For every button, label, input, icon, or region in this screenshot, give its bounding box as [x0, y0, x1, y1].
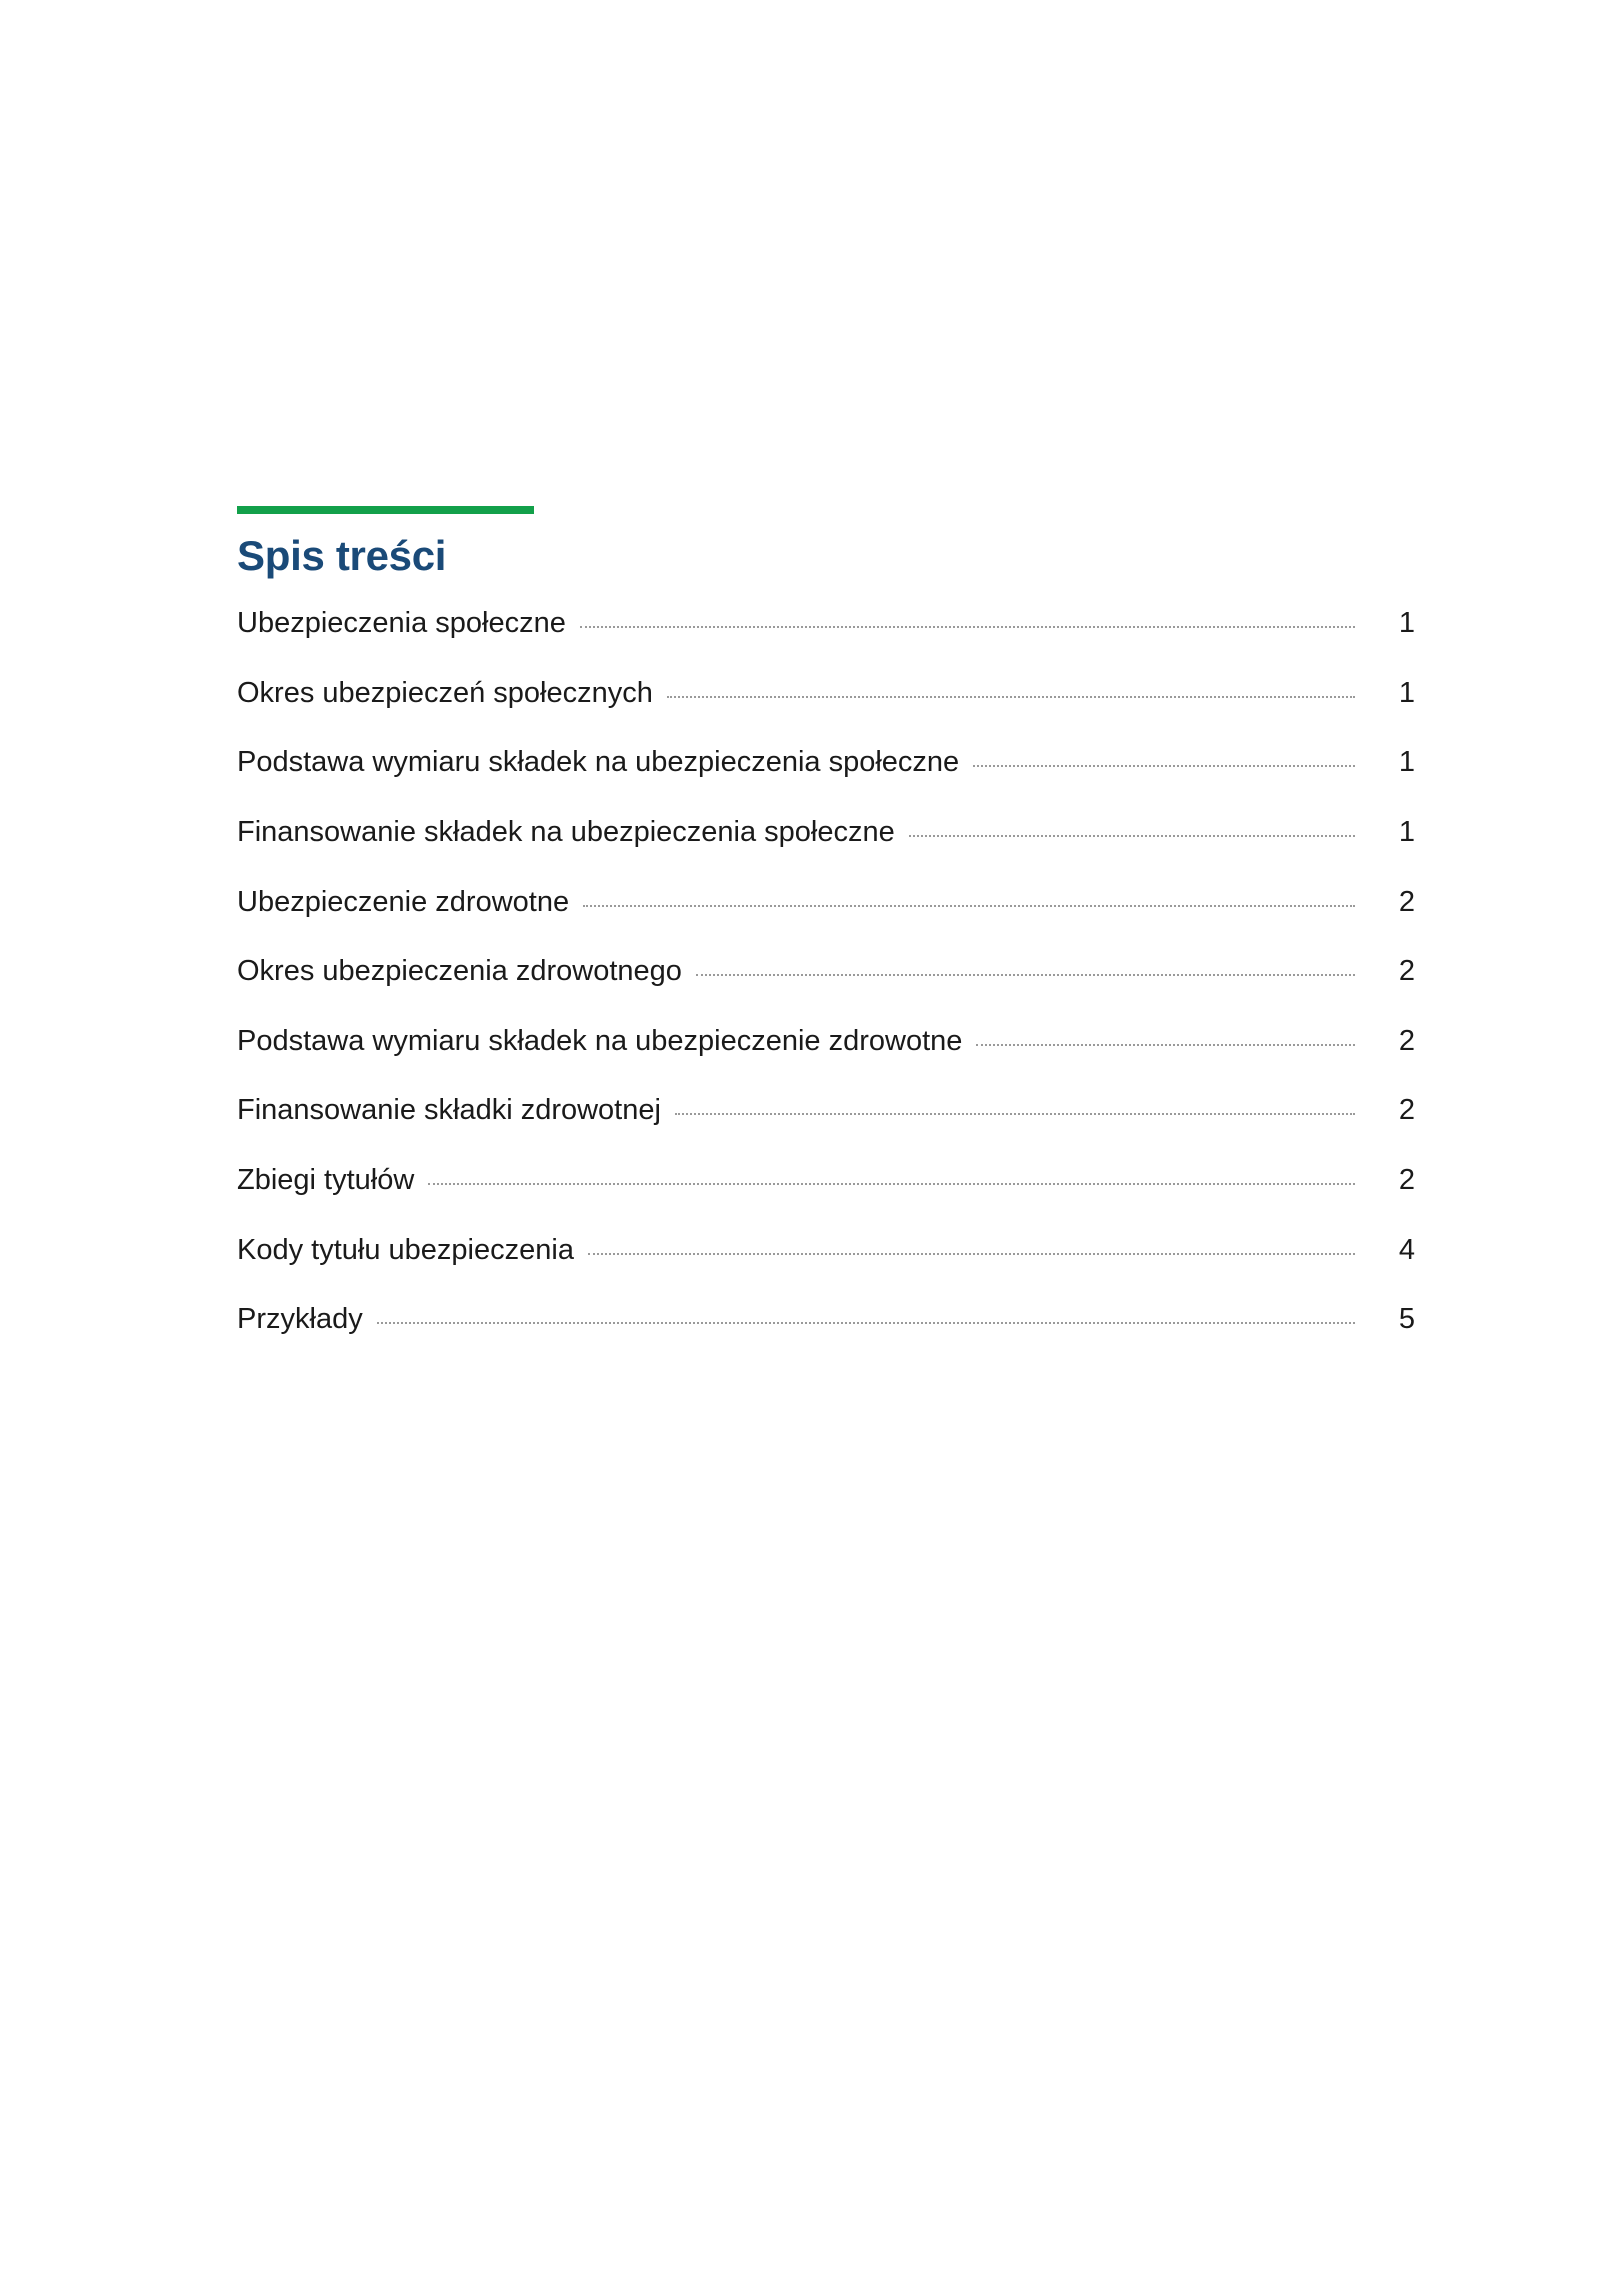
toc-entry[interactable]	[237, 1096, 1415, 1166]
toc-entry-label: Ubezpieczenie zdrowotne	[237, 885, 570, 918]
dot-leader	[580, 626, 1355, 628]
toc-entry[interactable]	[237, 748, 1415, 818]
toc-entry[interactable]	[237, 1163, 1415, 1236]
toc-entry[interactable]	[237, 1024, 1415, 1097]
toc-entry-label: Ubezpieczenia społeczne	[237, 607, 566, 640]
toc-entry-label: Przykłady	[237, 1303, 363, 1336]
toc-entry-label: Okres ubezpieczenia zdrowotnego	[237, 955, 682, 988]
toc-entry-label: Kody tytułu ubezpieczenia	[237, 1233, 574, 1266]
toc-entry-label: Finansowanie składki zdrowotnej	[237, 1094, 661, 1127]
dot-leader	[675, 1113, 1355, 1115]
toc-title: Spis treści	[237, 532, 447, 579]
dot-leader	[973, 765, 1355, 767]
dot-leader	[909, 835, 1355, 837]
toc-entry-page: 2	[1398, 955, 1415, 988]
toc-entry-page: 2	[1398, 1163, 1415, 1196]
toc-entry-label: Podstawa wymiaru składek na ubezpieczenia społeczne	[237, 746, 960, 779]
dot-leader	[377, 1322, 1355, 1324]
dot-leader	[976, 1044, 1355, 1046]
toc-entry[interactable]	[237, 815, 1415, 888]
table-of-contents	[237, 506, 1415, 1375]
toc-entry[interactable]	[237, 957, 1415, 1027]
toc-entry-page: 1	[1398, 746, 1415, 779]
dot-leader	[588, 1253, 1355, 1255]
toc-entry[interactable]	[237, 676, 1415, 749]
toc-entry-page: 1	[1398, 676, 1415, 709]
toc-entry-page: 5	[1398, 1303, 1415, 1336]
toc-entry-label: Okres ubezpieczeń społecznych	[237, 676, 653, 709]
toc-entry-page: 2	[1398, 1024, 1415, 1057]
toc-entry-page: 4	[1398, 1233, 1415, 1266]
toc-entry[interactable]	[237, 885, 1415, 958]
toc-entry[interactable]	[237, 1233, 1415, 1306]
toc-entry-label: Zbiegi tytułów	[237, 1163, 415, 1196]
toc-entry-page: 1	[1398, 607, 1415, 640]
toc-list	[237, 609, 1415, 1375]
toc-entry-page: 1	[1398, 815, 1415, 848]
toc-entry-label: Podstawa wymiaru składek na ubezpieczenie zdrowotne	[237, 1024, 963, 1057]
dot-leader	[583, 905, 1355, 907]
toc-entry[interactable]	[237, 1305, 1415, 1375]
accent-bar	[237, 506, 534, 514]
dot-leader	[428, 1183, 1355, 1185]
toc-entry[interactable]	[237, 609, 1415, 679]
toc-entry-label: Finansowanie składek na ubezpieczenia społeczne	[237, 815, 895, 848]
dot-leader	[667, 696, 1355, 698]
toc-entry-page: 2	[1398, 885, 1415, 918]
dot-leader	[696, 974, 1355, 976]
toc-entry-page: 2	[1398, 1094, 1415, 1127]
